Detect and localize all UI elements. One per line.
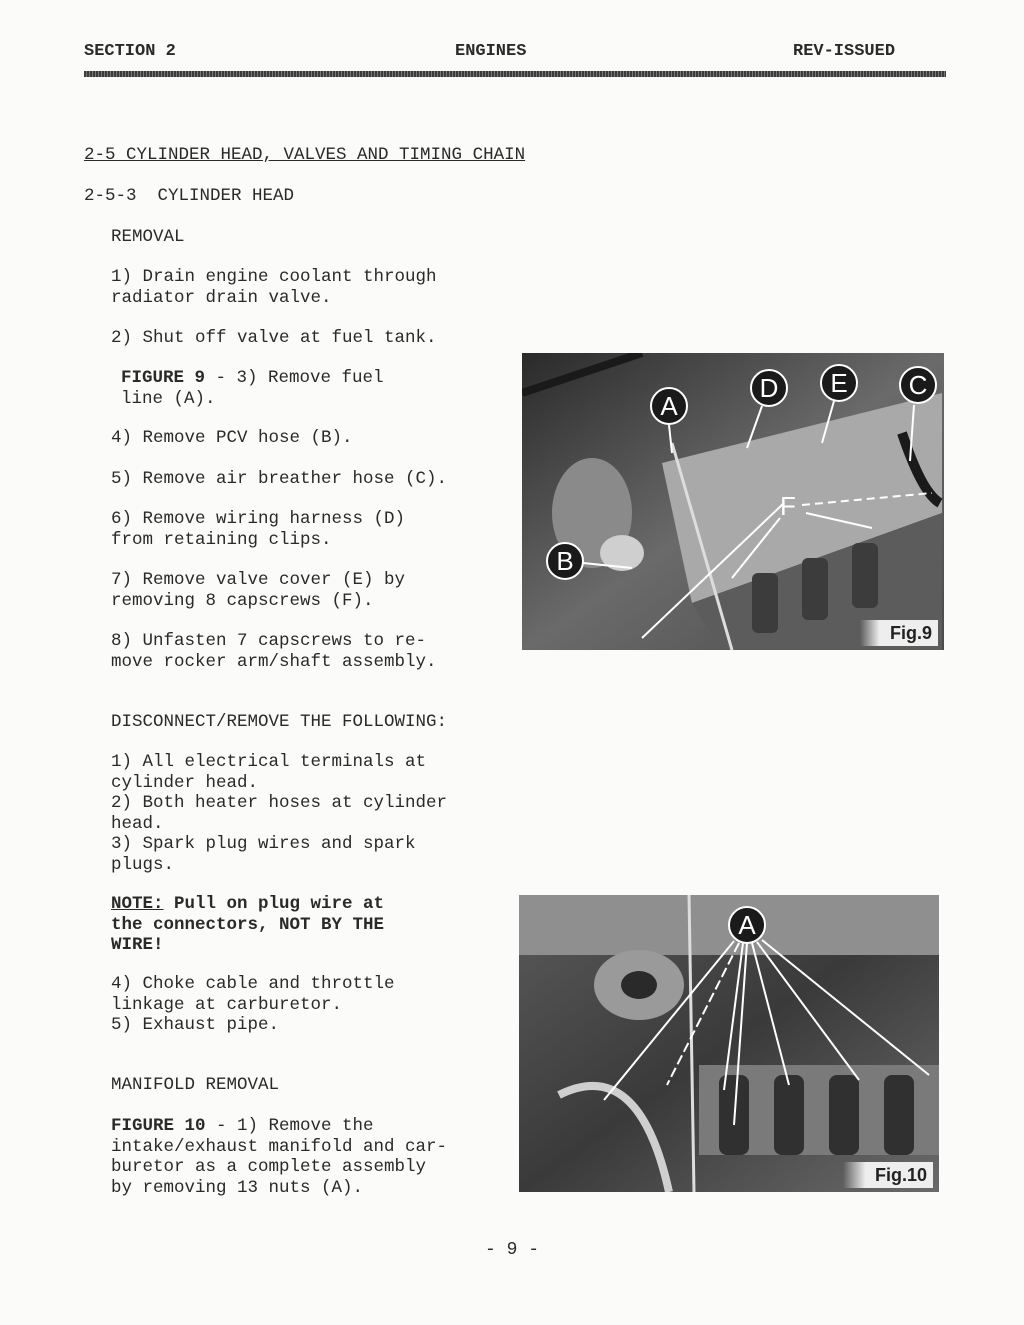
fig10-callout-a: A xyxy=(738,910,756,940)
fig9-callout-b: B xyxy=(556,546,574,576)
note-paragraph xyxy=(111,894,511,956)
fig9-callout-f: F xyxy=(780,491,796,521)
removal-step-8: 8) Unfasten 7 capscrews to re- move rocker arm/shaft assembly. xyxy=(111,631,437,672)
header-chapter: ENGINES xyxy=(455,42,527,61)
disconnect-heading: DISCONNECT/REMOVE THE FOLLOWING: xyxy=(111,712,448,732)
fig9-callout-c: C xyxy=(908,370,928,400)
note-text: Pull on plug wire at the connectors, NOT BY THE WIRE! xyxy=(111,894,385,955)
manifold-step-1-text: - 1) Remove the intake/exhaust manifold and car- buretor as a complete assembly by removing 13 nuts (A). xyxy=(111,1116,448,1198)
removal-step-4: 4) Remove PCV hose (B). xyxy=(111,428,353,448)
subsection-title: 2-5-3 CYLINDER HEAD xyxy=(84,186,295,206)
removal-step-5: 5) Remove air breather hose (C). xyxy=(111,469,448,489)
fig9-callout-d: D xyxy=(759,373,779,403)
page-number: - 9 - xyxy=(484,1240,539,1260)
figure-9-photo xyxy=(522,353,944,650)
removal-step-6: 6) Remove wiring harness (D) from retaining clips. xyxy=(111,509,406,550)
figure-10-photo xyxy=(519,895,939,1192)
figure-9-label: Fig.9 xyxy=(860,620,938,646)
disconnect-items: 1) All electrical terminals at cylinder head. 2) Both heater hoses at cylinder head. 3) Spark plug wires and spark plugs. xyxy=(111,752,448,875)
removal-step-3 xyxy=(121,368,521,409)
fig9-callout-e: E xyxy=(830,368,848,398)
manifold-heading: MANIFOLD REMOVAL xyxy=(111,1075,280,1095)
removal-step-1: 1) Drain engine coolant through radiator drain valve. xyxy=(111,267,437,308)
figure-10-label: Fig.10 xyxy=(843,1162,933,1188)
section-title: 2-5 CYLINDER HEAD, VALVES AND TIMING CHAIN xyxy=(84,145,526,165)
figure-10-illustration xyxy=(519,895,939,1192)
figure-10-reference: FIGURE 10 xyxy=(111,1116,206,1136)
header-revision: REV-ISSUED xyxy=(793,42,896,61)
fig9-callout-a: A xyxy=(660,391,678,421)
removal-step-7: 7) Remove valve cover (E) by removing 8 capscrews (F). xyxy=(111,570,406,611)
note-label: NOTE: xyxy=(111,894,164,914)
removal-step-3-text: - 3) Remove fuel line (A). xyxy=(121,368,384,409)
removal-heading: REMOVAL xyxy=(111,227,185,247)
manifold-step-1 xyxy=(111,1116,511,1198)
figure-9-reference: FIGURE 9 xyxy=(121,368,206,388)
header-section: SECTION 2 xyxy=(84,42,176,61)
figure-9-illustration xyxy=(522,353,944,650)
removal-step-2: 2) Shut off valve at fuel tank. xyxy=(111,328,437,348)
disconnect-items-2: 4) Choke cable and throttle linkage at carburetor. 5) Exhaust pipe. xyxy=(111,974,395,1035)
header-rule xyxy=(84,71,946,77)
